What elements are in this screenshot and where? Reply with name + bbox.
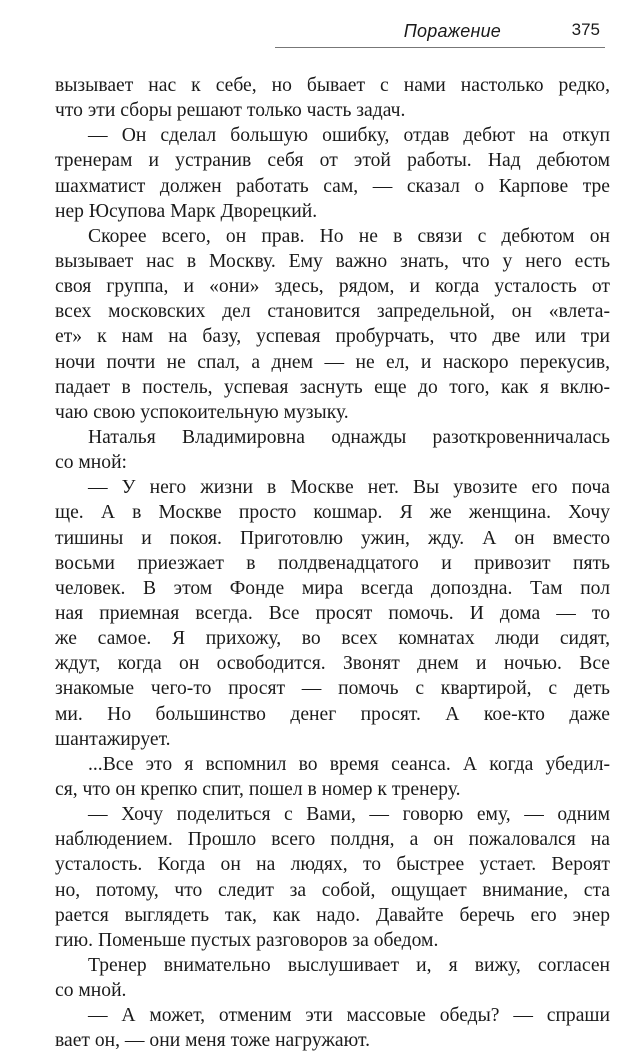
body-text — [55, 73, 610, 1053]
text-line: вызывает нас к себе, но бывает с нами настолько редко, — [55, 75, 610, 96]
text-line: ночи почти не спал, а днем — не ел, и наскоро перекусив, — [55, 351, 610, 373]
text-line: вает он, — они меня тоже нагружают. — [55, 1030, 370, 1052]
text-line: ...Все это я вспомнил во время сеанса. А когда убедил- — [88, 753, 610, 775]
text-line: чаю свою успокоительную музыку. — [55, 401, 349, 423]
text-line: тренерам и устранив себя от этой работы. Над дебютом — [55, 150, 610, 172]
text-line: со мной: — [55, 452, 128, 474]
text-line: восьми приезжает в полдвенадцатого и привозит пять — [55, 552, 610, 574]
text-line: тишины и покоя. Приготовлю ужин, жду. А он вместо — [55, 527, 610, 549]
text-line: ще. А в Москве просто кошмар. Я же женщина. Хочу — [55, 502, 610, 524]
text-line: шантажирует. — [55, 728, 171, 750]
text-line: гию. Поменьше пустых разговоров за обедом. — [55, 929, 439, 951]
text-line: ная приемная всегда. Все просят помочь. И дома — то — [55, 602, 610, 624]
text-line: знакомые чего-то просят — помочь с квартирой, с деть — [55, 678, 610, 700]
text-line: наблюдением. Прошло всего полдня, а он пожаловался на — [55, 829, 610, 851]
text-line: падает в постель, успевая заснуть еще до того, как я вклю- — [55, 376, 610, 398]
text-line: своя группа, и «они» здесь, рядом, и когда усталость от — [55, 276, 610, 298]
text-line: Скорее всего, он прав. Но не в связи с дебютом он — [88, 225, 610, 247]
text-line: человек. В этом Фонде мира всегда допоздна. Там пол — [55, 577, 610, 599]
text-line: ждут, когда он освободится. Звонят днем и ночью. Все — [55, 653, 610, 675]
text-line: — У него жизни в Москве нет. Вы увозите его поча — [88, 477, 610, 499]
text-line: всех московских дел становится запредельной, он «влета- — [55, 301, 610, 323]
text-line: — Он сделал большую ошибку, отдав дебют на откуп — [88, 125, 610, 147]
text-line: усталость. Когда он на людях, то быстрее устает. Вероят — [55, 854, 610, 876]
text-line: нер Юсупова Марк Дворецкий. — [55, 200, 318, 222]
text-line: — Хочу поделиться с Вами, — говорю ему, — одним — [88, 804, 610, 826]
page-number: 375 — [571, 20, 600, 39]
header-rule — [275, 47, 605, 48]
text-line: шахматист должен работать сам, — сказал о Карпове тре — [55, 175, 610, 197]
text-line: но, потому, что следит за собой, ощущает внимание, ста — [55, 879, 610, 901]
text-line: Наталья Владимировна однажды разоткровенничалась — [88, 426, 610, 448]
text-line: Тренер внимательно выслушивает и, я вижу, согласен — [88, 954, 610, 976]
running-header — [275, 18, 605, 48]
text-line: ся, что он крепко спит, пошел в номер к тренеру. — [55, 778, 461, 800]
text-line: же самое. Я прихожу, во всех комнатах люди сидят, — [55, 628, 610, 650]
text-line: рается выглядеть так, как надо. Давайте беречь его энер — [55, 904, 610, 926]
text-line: вызывает нас в Москву. Ему важно знать, что у него есть — [55, 250, 610, 272]
text-line: ми. Но большинство денег просят. А кое-кто даже — [55, 703, 610, 725]
text-line: ет» к нам на базу, успевая пробурчать, что две или три — [55, 326, 610, 348]
text-line: что эти сборы решают только часть задач. — [55, 100, 406, 122]
chapter-title: Поражение — [403, 21, 501, 41]
text-line: со мной. — [55, 980, 127, 1002]
text-line: — А может, отменим эти массовые обеды? — спраши — [88, 1005, 610, 1027]
